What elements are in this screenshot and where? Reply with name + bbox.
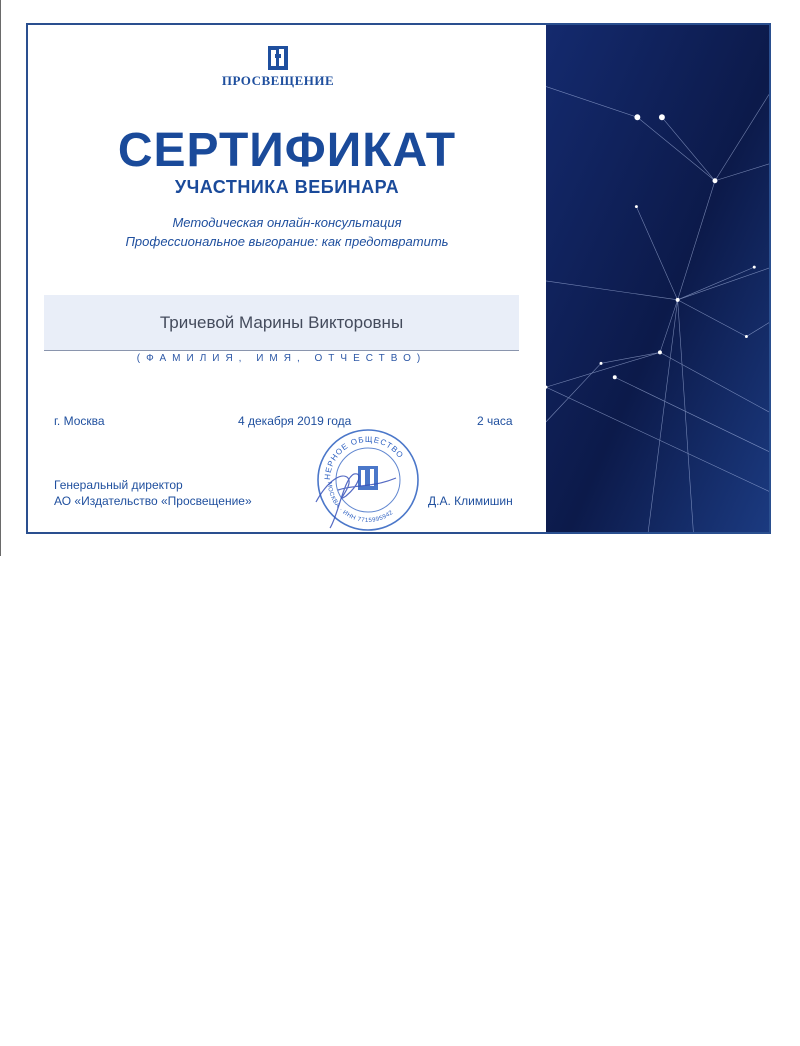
certificate-title: СЕРТИФИКАТ <box>117 124 457 177</box>
webinar-type: Методическая онлайн-консультация <box>172 215 402 230</box>
certificate <box>26 23 771 534</box>
issue-city: г. Москва <box>54 414 105 428</box>
course-hours: 2 часа <box>477 414 513 428</box>
issue-date: 4 декабря 2019 года <box>238 414 352 428</box>
brand-logo <box>208 45 348 89</box>
recipient-hint: (ФАМИЛИЯ, ИМЯ, ОТЧЕСТВО) <box>136 353 427 364</box>
certificate-subtitle: УЧАСТНИКА ВЕБИНАРА <box>174 177 400 197</box>
brand-name: ПРОСВЕЩЕНИЕ <box>221 73 335 88</box>
company-stamp <box>308 420 428 534</box>
director-organization: АО «Издательство «Просвещение» <box>54 494 252 508</box>
page-left-rule <box>0 0 1 556</box>
recipient-field <box>44 295 519 351</box>
director-name: Д.А. Климишин <box>428 494 513 508</box>
webinar-topic: Профессиональное выгорание: как предотвратить <box>125 234 449 249</box>
stamp-text-top: НЕРНОЕ ОБЩЕСТВО <box>322 434 406 481</box>
decorative-network-panel <box>546 25 769 532</box>
stamp-text-bottom: МОСКВА · ИНН 7715995942 <box>325 481 395 525</box>
director-title: Генеральный директор <box>54 478 183 492</box>
prosveshchenie-logo-icon <box>267 45 289 71</box>
recipient-name: Тричевой Марины Викторовны <box>159 313 404 332</box>
